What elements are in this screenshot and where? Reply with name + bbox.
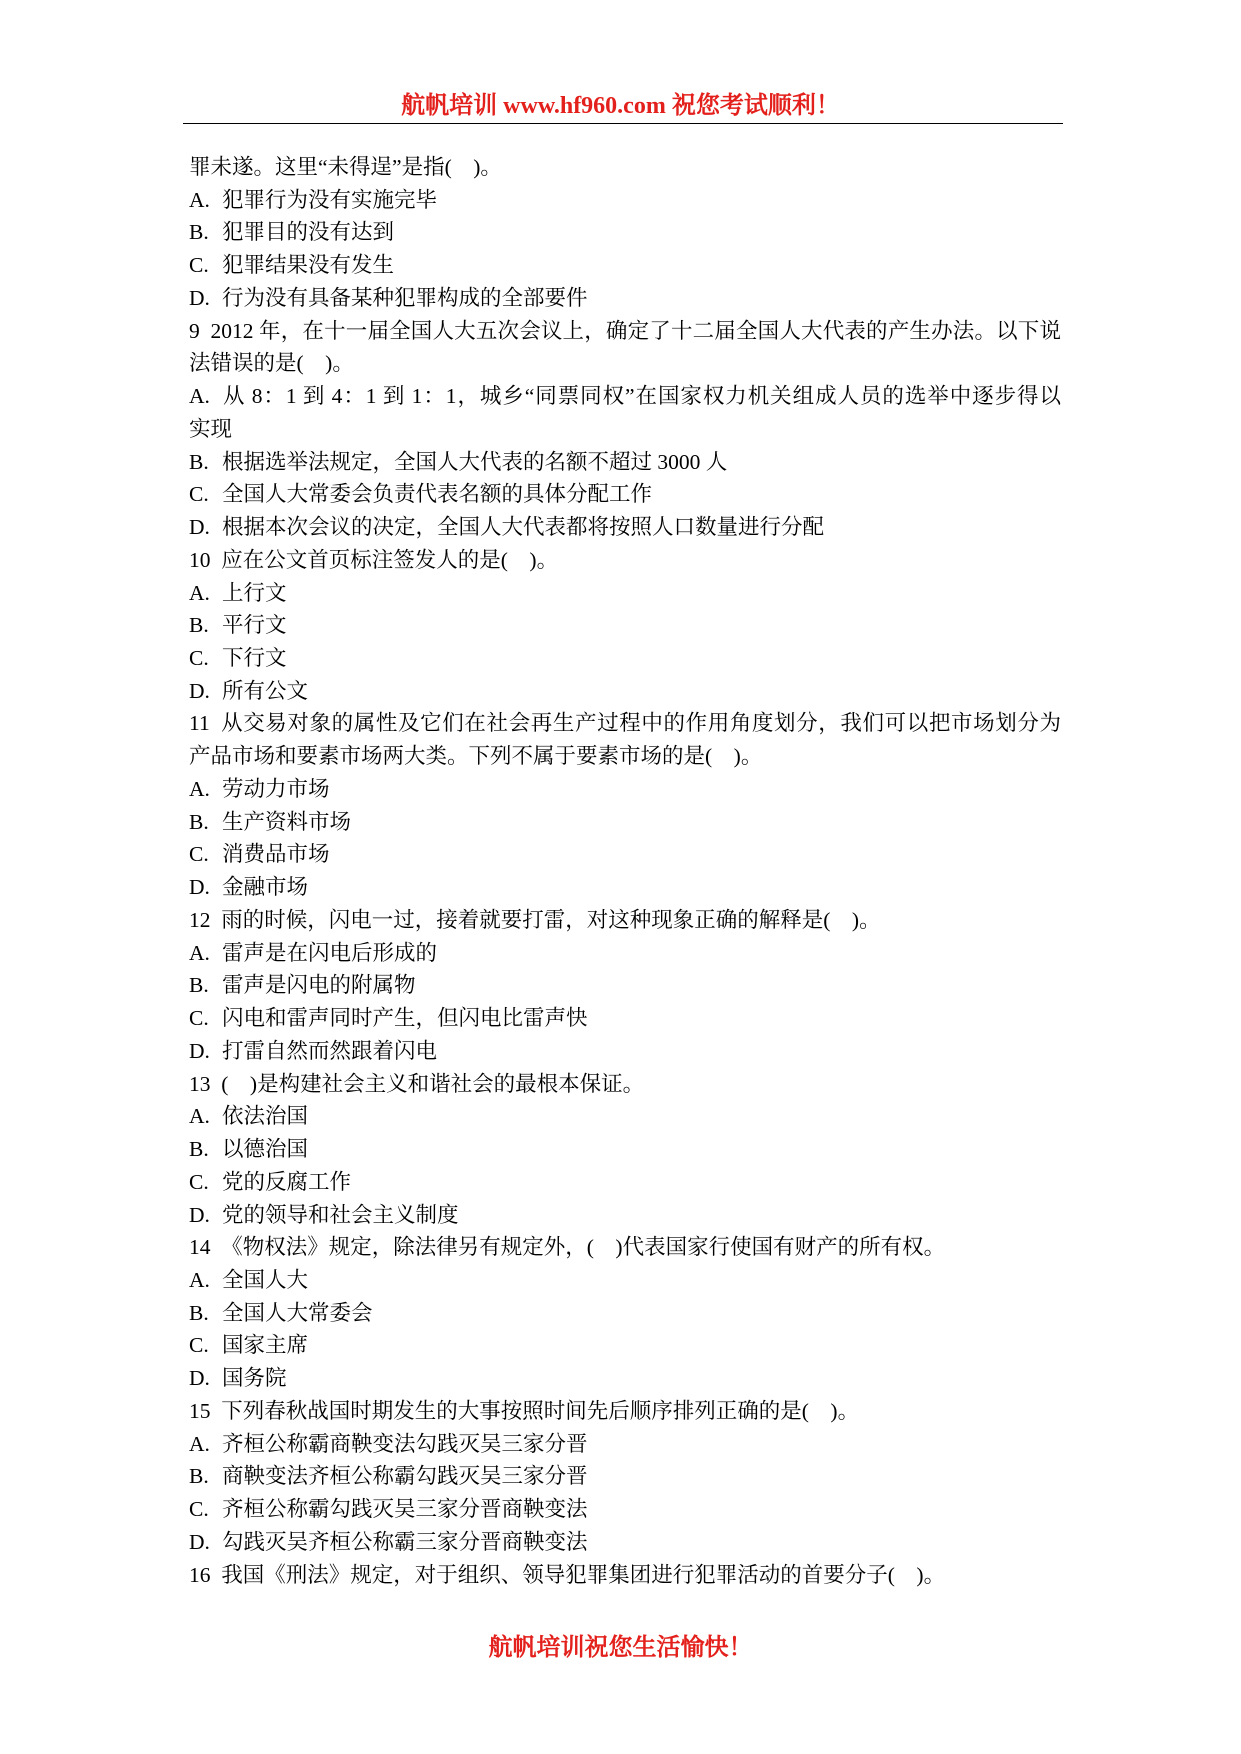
question-14 [189, 1231, 1061, 1395]
page-footer-text: 航帆培训祝您生活愉快！ [488, 1635, 753, 1661]
option-a [189, 1264, 1061, 1297]
option-a-continued [189, 413, 1061, 446]
option-label: C. [189, 482, 209, 507]
stem-text: 下列春秋战国时期发生的大事按照时间先后顺序排列正确的是( )。 [221, 1398, 860, 1423]
question-stem-line [189, 151, 1061, 184]
option-label: C. [189, 646, 209, 671]
option-d [189, 511, 1061, 544]
option-label: C. [189, 1006, 209, 1031]
option-d [189, 1199, 1061, 1232]
option-d [189, 1362, 1061, 1395]
option-text: 消费品市场 [222, 842, 330, 867]
option-text: 行为没有具备某种犯罪构成的全部要件 [222, 285, 588, 310]
option-label: D. [189, 285, 210, 310]
option-text: 国家主席 [222, 1333, 309, 1358]
option-label: C. [189, 253, 209, 278]
option-label: B. [189, 1300, 209, 1325]
option-text: 商鞅变法齐桓公称霸勾践灭吴三家分晋 [222, 1464, 588, 1489]
option-c [189, 1166, 1061, 1199]
option-c [189, 838, 1061, 871]
question-stem-line [189, 1559, 1061, 1592]
option-a [189, 1100, 1061, 1133]
stem-text: 2012 年，在十一届全国人大五次会议上，确定了十二届全国人大代表的产生办法。以下说 [210, 318, 1061, 343]
option-text: 犯罪目的没有达到 [222, 220, 395, 245]
option-text: 齐桓公称霸商鞅变法勾践灭吴三家分晋 [222, 1431, 588, 1456]
option-c [189, 1329, 1061, 1362]
stem-text: 法错误的是( )。 [189, 351, 354, 376]
option-a [189, 773, 1061, 806]
option-c [189, 1493, 1061, 1526]
stem-text: 雨的时候，闪电一过，接着就要打雷，对这种现象正确的解释是( )。 [221, 907, 881, 932]
option-text: 根据选举法规定，全国人大代表的名额不超过 3000 人 [222, 449, 728, 474]
option-text: 从 8：1 到 4：1 到 1：1，城乡“同票同权”在国家权力机关组成人员的选举中逐步得以 [222, 384, 1061, 409]
option-d [189, 1526, 1061, 1559]
option-label: A. [189, 1267, 210, 1292]
stem-text: ( )是构建社会主义和谐社会的最根本保证。 [221, 1071, 645, 1096]
option-label: B. [189, 809, 209, 834]
option-text: 全国人大 [222, 1267, 309, 1292]
header-rule [183, 123, 1063, 124]
option-c [189, 249, 1061, 282]
option-text: 平行文 [222, 613, 287, 638]
page-header-title: 航帆培训 www.hf960.com 祝您考试顺利！ [401, 93, 840, 119]
option-label: A. [189, 776, 210, 801]
option-b [189, 1460, 1061, 1493]
question-11 [189, 707, 1061, 903]
option-a [189, 1428, 1061, 1461]
option-text: 党的反腐工作 [222, 1169, 352, 1194]
option-text: 犯罪行为没有实施完毕 [222, 187, 438, 212]
option-a [189, 937, 1061, 970]
option-text: 勾践灭吴齐桓公称霸三家分晋商鞅变法 [222, 1529, 588, 1554]
option-label: A. [189, 187, 210, 212]
question-stem-line [189, 707, 1061, 740]
option-text: 全国人大常委会 [222, 1300, 373, 1325]
option-d [189, 1035, 1061, 1068]
option-a [189, 380, 1061, 413]
option-a [189, 577, 1061, 610]
option-text: 根据本次会议的决定，全国人大代表都将按照人口数量进行分配 [222, 515, 825, 540]
option-text: 齐桓公称霸勾践灭吴三家分晋商鞅变法 [222, 1497, 588, 1522]
option-label: C. [189, 1497, 209, 1522]
stem-text: 我国《刑法》规定，对于组织、领导犯罪集团进行犯罪活动的首要分子( )。 [221, 1562, 946, 1587]
question-stem-line [189, 315, 1061, 348]
option-c [189, 478, 1061, 511]
question-10 [189, 544, 1061, 708]
option-b [189, 446, 1061, 479]
option-label: D. [189, 1202, 210, 1227]
question-13 [189, 1068, 1061, 1232]
option-text: 党的领导和社会主义制度 [222, 1202, 459, 1227]
option-label: D. [189, 1366, 210, 1391]
question-15 [189, 1395, 1061, 1559]
option-text: 全国人大常委会负责代表名额的具体分配工作 [222, 482, 653, 507]
option-d [189, 282, 1061, 315]
question-stem-line [189, 1231, 1061, 1264]
option-d [189, 871, 1061, 904]
question-number: 13 [189, 1071, 211, 1096]
question-number: 12 [189, 907, 211, 932]
option-label: A. [189, 580, 210, 605]
option-text: 打雷自然而然跟着闪电 [222, 1038, 438, 1063]
option-label: A. [189, 1431, 210, 1456]
question-number: 9 [189, 318, 200, 343]
option-text: 所有公文 [222, 678, 309, 703]
option-b [189, 216, 1061, 249]
option-text: 犯罪结果没有发生 [222, 253, 395, 278]
question-list [189, 151, 1061, 1591]
question-number: 10 [189, 547, 211, 572]
question-continued [189, 151, 1061, 315]
option-b [189, 1297, 1061, 1330]
option-label: C. [189, 842, 209, 867]
option-text: 生产资料市场 [222, 809, 352, 834]
option-label: C. [189, 1169, 209, 1194]
option-text: 国务院 [222, 1366, 287, 1391]
stem-text: 产品市场和要素市场两大类。下列不属于要素市场的是( )。 [189, 744, 763, 769]
question-number: 11 [189, 711, 210, 736]
option-b [189, 1133, 1061, 1166]
option-b [189, 609, 1061, 642]
option-label: B. [189, 449, 209, 474]
stem-text: 应在公文首页标注签发人的是( )。 [221, 547, 559, 572]
option-text: 金融市场 [222, 875, 309, 900]
option-text: 实现 [189, 416, 233, 441]
option-a [189, 184, 1061, 217]
question-stem-line [189, 544, 1061, 577]
option-label: B. [189, 220, 209, 245]
option-text: 以德治国 [222, 1137, 309, 1162]
question-number: 16 [189, 1562, 211, 1587]
stem-text: 罪未遂。这里“未得逞”是指( )。 [189, 155, 502, 179]
option-label: B. [189, 1137, 209, 1162]
option-text: 闪电和雷声同时产生，但闪电比雷声快 [222, 1006, 588, 1031]
stem-text: 从交易对象的属性及它们在社会再生产过程中的作用角度划分，我们可以把市场划分为 [220, 711, 1061, 736]
question-9 [189, 315, 1061, 544]
option-c [189, 642, 1061, 675]
option-text: 劳动力市场 [222, 776, 330, 801]
option-label: B. [189, 973, 209, 998]
option-c [189, 1002, 1061, 1035]
option-text: 雷声是在闪电后形成的 [222, 940, 438, 965]
question-stem-line [189, 1068, 1061, 1101]
option-label: B. [189, 613, 209, 638]
option-label: B. [189, 1464, 209, 1489]
option-text: 雷声是闪电的附属物 [222, 973, 416, 998]
option-label: A. [189, 1104, 210, 1129]
option-label: D. [189, 515, 210, 540]
question-number: 14 [189, 1235, 211, 1260]
question-number: 15 [189, 1398, 211, 1423]
question-12 [189, 904, 1061, 1068]
question-stem-line [189, 904, 1061, 937]
option-label: D. [189, 875, 210, 900]
question-stem-line [189, 1395, 1061, 1428]
option-label: D. [189, 678, 210, 703]
option-b [189, 806, 1061, 839]
option-label: D. [189, 1038, 210, 1063]
option-label: A. [189, 940, 210, 965]
stem-text: 《物权法》规定，除法律另有规定外，( )代表国家行使国有财产的所有权。 [221, 1235, 946, 1260]
option-d [189, 675, 1061, 708]
option-text: 下行文 [222, 646, 287, 671]
question-stem-line [189, 740, 1061, 773]
option-b [189, 969, 1061, 1002]
option-label: C. [189, 1333, 209, 1358]
option-text: 上行文 [222, 580, 287, 605]
question-stem-line [189, 347, 1061, 380]
option-label: A. [189, 384, 210, 409]
option-text: 依法治国 [222, 1104, 309, 1129]
question-16 [189, 1559, 1061, 1592]
option-label: D. [189, 1529, 210, 1554]
